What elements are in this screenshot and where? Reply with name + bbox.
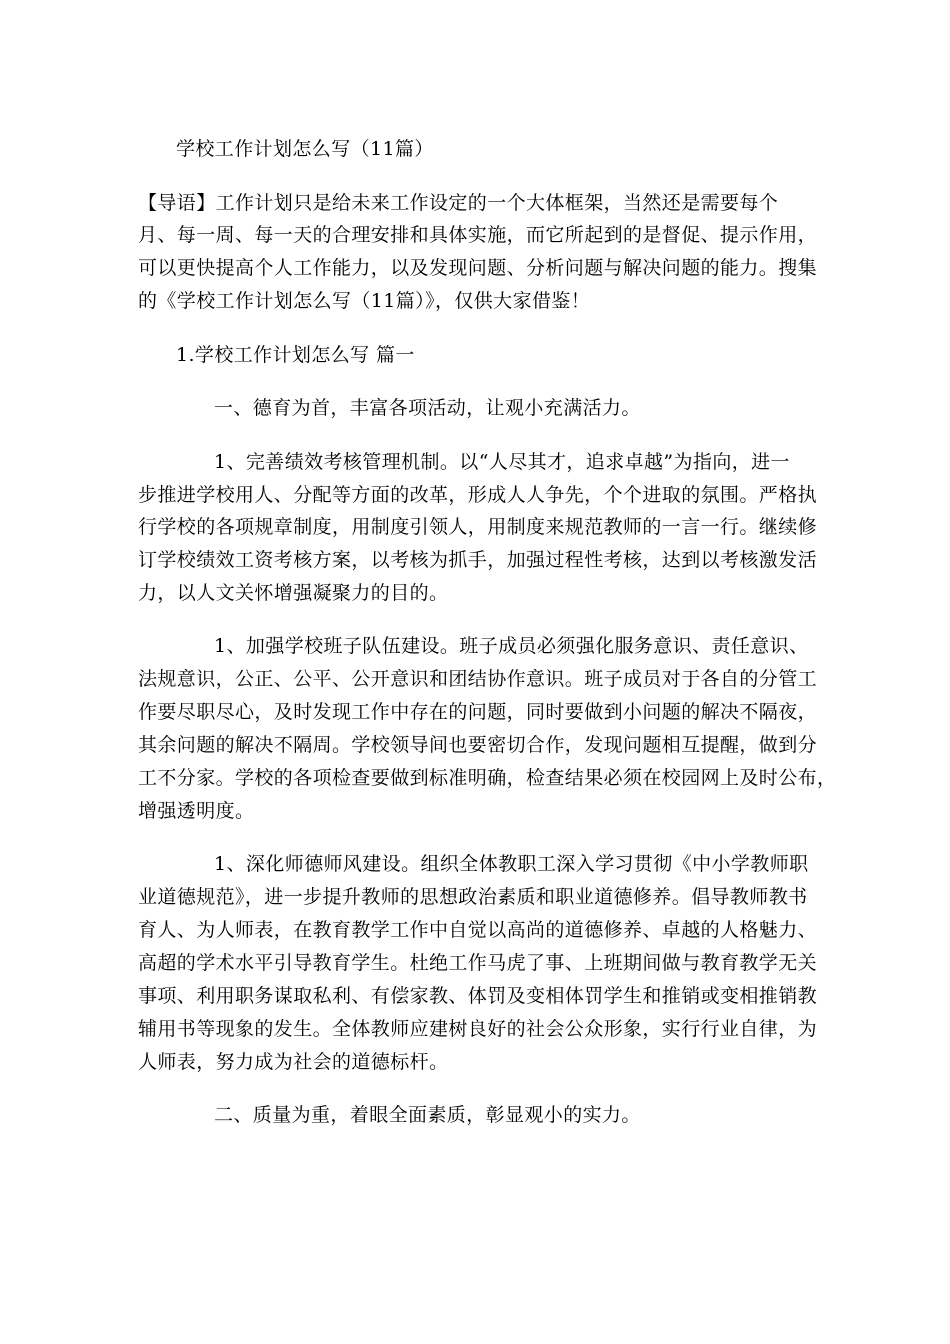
paragraph-line: 其余问题的解决不隔周。学校领导间也要密切合作，发现问题相互提醒，做到分 — [138, 734, 818, 756]
intro-line: 的《学校工作计划怎么写（11篇）》，仅供大家借鉴！ — [138, 290, 591, 312]
paragraph-line: 步推进学校用人、分配等方面的改革，形成人人争先，个个进取的氛围。严格执 — [138, 484, 818, 506]
paragraph-line: 事项、利用职务谋取私利、有偿家教、体罚及变相体罚学生和推销或变相推销教 — [138, 985, 818, 1007]
part-heading: 二、质量为重，着眼全面素质，彰显观小的实力。 — [214, 1104, 641, 1126]
paragraph-line: 人师表，努力成为社会的道德标杆。 — [138, 1051, 449, 1073]
paragraph-line: 作要尽职尽心，及时发现工作中存在的问题，同时要做到小问题的解决不隔夜， — [138, 701, 818, 723]
document-title: 学校工作计划怎么写（11篇） — [176, 138, 434, 160]
paragraph-line: 订学校绩效工资考核方案，以考核为抓手，加强过程性考核，达到以考核激发活 — [138, 549, 818, 571]
paragraph-line: 高超的学术水平引导教育学生。杜绝工作马虎了事、上班期间做与教育教学无关 — [138, 952, 818, 974]
intro-line: 【导语】工作计划只是给未来工作设定的一个大体框架，当然还是需要每个 — [138, 192, 779, 214]
paragraph-line: 行学校的各项规章制度，用制度引领人，用制度来规范教师的一言一行。继续修 — [138, 516, 818, 538]
paragraph-line: 法规意识，公正、公平、公开意识和团结协作意识。班子成员对于各自的分管工 — [138, 668, 818, 690]
paragraph-line: 增强透明度。 — [138, 800, 255, 822]
paragraph-line: 1、深化师德师风建设。组织全体教职工深入学习贯彻《中小学教师职 — [214, 853, 809, 875]
paragraph-line: 工不分家。学校的各项检查要做到标准明确，检查结果必须在校园网上及时公布， — [138, 767, 837, 789]
paragraph-line: 业道德规范》，进一步提升教师的思想政治素质和职业道德修养。倡导教师教书 — [138, 886, 808, 908]
paragraph-line: 育人、为人师表，在教育教学工作中自觉以高尚的道德修养、卓越的人格魅力、 — [138, 919, 818, 941]
paragraph-line: 1、加强学校班子队伍建设。班子成员必须强化服务意识、责任意识、 — [214, 635, 809, 657]
part-heading: 一、德育为首，丰富各项活动，让观小充满活力。 — [214, 397, 641, 419]
paragraph-line: 力，以人文关怀增强凝聚力的目的。 — [138, 582, 449, 604]
section-heading: 1.学校工作计划怎么写 篇一 — [176, 344, 415, 366]
paragraph-line: 辅用书等现象的发生。全体教师应建树良好的社会公众形象，实行行业自律，为 — [138, 1018, 818, 1040]
paragraph-line: 1、完善绩效考核管理机制。以“人尽其才，追求卓越”为指向，进一 — [214, 451, 790, 473]
intro-line: 可以更快提高个人工作能力，以及发现问题、分析问题与解决问题的能力。搜集 — [138, 257, 818, 279]
intro-line: 月、每一周、每一天的合理安排和具体实施，而它所起到的是督促、提示作用， — [138, 224, 818, 246]
